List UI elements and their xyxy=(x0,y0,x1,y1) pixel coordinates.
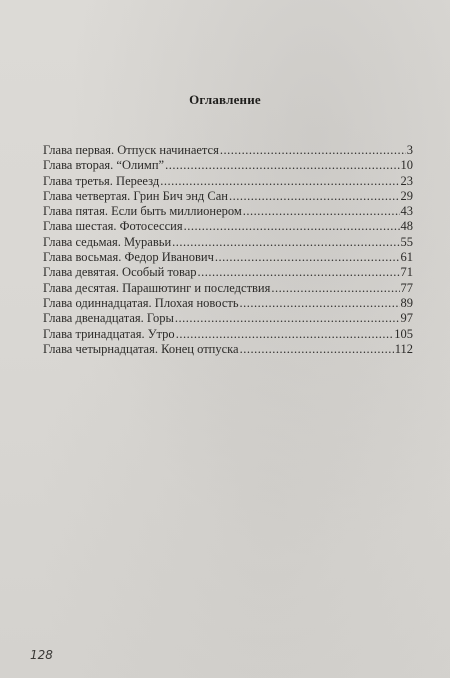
toc-entry-title: Глава седьмая. Муравьи xyxy=(43,234,172,249)
toc-dot-leader xyxy=(184,219,400,234)
page-number: 128 xyxy=(30,648,53,662)
toc-entry-title: Глава четвертая. Грин Бич энд Сан xyxy=(43,188,228,203)
toc-dot-leader xyxy=(271,281,399,296)
toc-entry-page: 71 xyxy=(400,265,413,280)
toc-entry xyxy=(43,250,413,265)
toc-entry xyxy=(43,342,413,357)
toc-entry xyxy=(43,265,413,280)
table-of-contents xyxy=(43,143,413,357)
toc-entry-page: 89 xyxy=(400,295,413,310)
toc-entry-page: 77 xyxy=(400,280,413,295)
toc-entry xyxy=(43,311,413,326)
toc-entry-title: Глава вторая. “Олимп” xyxy=(43,158,165,173)
toc-entry-page: 29 xyxy=(400,188,413,203)
toc-dot-leader xyxy=(176,327,394,342)
toc-entry-page: 97 xyxy=(400,311,413,326)
toc-entry xyxy=(43,235,413,250)
toc-entry-title: Глава двенадцатая. Горы xyxy=(43,311,174,326)
toc-dot-leader xyxy=(172,235,399,250)
toc-entry xyxy=(43,327,413,342)
toc-entry-title: Глава одиннадцатая. Плохая новость xyxy=(43,295,239,310)
toc-entry-page: 10 xyxy=(400,158,413,173)
toc-entry xyxy=(43,143,413,158)
toc-entry-page: 105 xyxy=(394,326,413,341)
toc-dot-leader xyxy=(175,311,400,326)
toc-entry-page: 23 xyxy=(400,173,413,188)
toc-dot-leader xyxy=(215,250,400,265)
toc-dot-leader xyxy=(165,158,399,173)
toc-entry xyxy=(43,204,413,219)
toc-heading: Оглавление xyxy=(189,92,261,107)
toc-entry-title: Глава четырнадцатая. Конец отпуска xyxy=(43,341,239,356)
toc-entry-title: Глава десятая. Парашютинг и последствия xyxy=(43,280,271,295)
toc-entry-title: Глава девятая. Особый товар xyxy=(43,265,197,280)
toc-dot-leader xyxy=(160,174,399,189)
toc-entry-page: 55 xyxy=(400,234,413,249)
toc-entry-page: 61 xyxy=(400,250,413,265)
toc-entry xyxy=(43,158,413,173)
toc-dot-leader xyxy=(243,204,400,219)
toc-entry-title: Глава первая. Отпуск начинается xyxy=(43,143,219,157)
toc-dot-leader xyxy=(220,143,406,158)
toc-entry-title: Глава восьмая. Федор Иванович xyxy=(43,250,214,265)
toc-entry-page: 48 xyxy=(400,219,413,234)
toc-entry xyxy=(43,296,413,311)
toc-dot-leader xyxy=(240,342,394,357)
toc-dot-leader xyxy=(229,189,400,204)
toc-entry-page: 112 xyxy=(394,341,413,356)
toc-entry-page: 43 xyxy=(400,204,413,219)
toc-entry-title: Глава пятая. Если быть миллионером xyxy=(43,204,242,219)
toc-entry xyxy=(43,281,413,296)
toc-entry-title: Глава третья. Переезд xyxy=(43,173,160,188)
toc-entry xyxy=(43,189,413,204)
toc-entry-page: 3 xyxy=(406,143,413,157)
toc-dot-leader xyxy=(240,296,400,311)
toc-entry-title: Глава шестая. Фотосессия xyxy=(43,219,183,234)
toc-entry-title: Глава тринадцатая. Утро xyxy=(43,326,175,341)
toc-dot-leader xyxy=(198,265,400,280)
toc-entry xyxy=(43,174,413,189)
toc-entry xyxy=(43,219,413,234)
